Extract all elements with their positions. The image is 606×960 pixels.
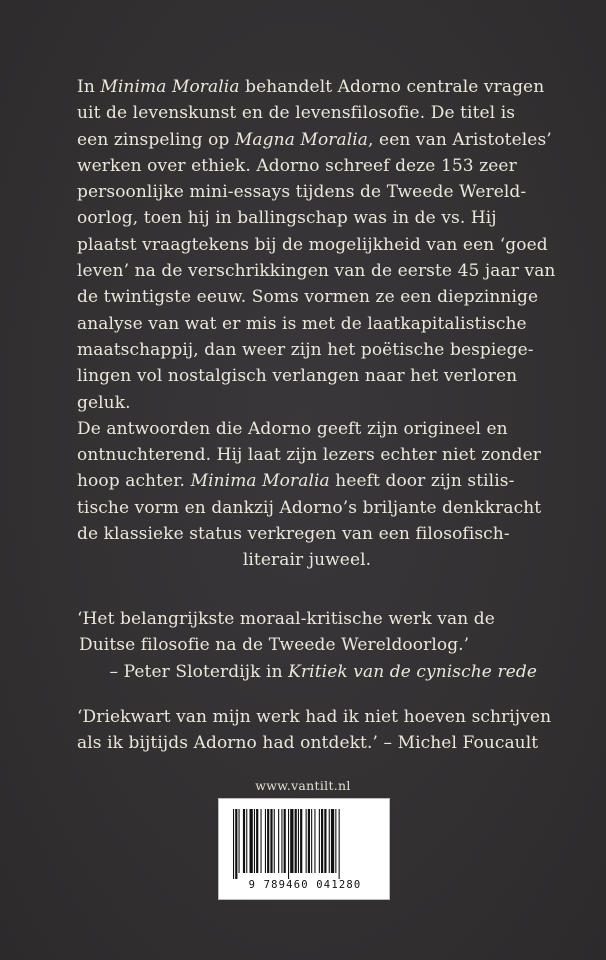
description-line xyxy=(77,521,537,547)
description-line xyxy=(77,390,537,416)
book-title: Minima Moralia xyxy=(100,77,240,97)
quote-line: als ik bijtijds Adorno had ontdekt.’ – Michel Foucault xyxy=(77,733,539,754)
description-text: , een van Aristoteles’ xyxy=(368,129,552,150)
description-text: lingen vol nostalgisch verlangen naar het verloren xyxy=(77,366,518,387)
barcode-bars xyxy=(233,809,377,879)
description-line xyxy=(77,363,537,389)
description-line xyxy=(77,442,542,468)
description-line xyxy=(77,179,537,205)
description-line xyxy=(77,416,537,442)
isbn-number: 9 789460 041280 xyxy=(248,879,362,891)
quote-line: Duitse filosofie na de Tweede Wereldoorlog.’ xyxy=(79,635,470,656)
quote-line: ‘Driekwart van mijn werk had ik niet hoeven schrijven xyxy=(77,707,552,727)
description-line xyxy=(77,284,537,310)
attribution-author: – Peter Sloterdijk in xyxy=(109,661,289,682)
description-text: oorlog, toen hij in ballingschap was in de vs. Hij xyxy=(77,208,497,229)
attribution-book-title: Kritiek van de cynische rede xyxy=(288,661,537,682)
description-line xyxy=(77,337,537,363)
description-line xyxy=(77,205,537,231)
publisher-website: www.vantilt.nl xyxy=(255,778,351,793)
quote-sloterdijk xyxy=(77,606,537,685)
description-line xyxy=(77,258,556,284)
description-text: maatschappij, dan weer zijn het poëtische bespiege- xyxy=(77,339,534,360)
description-text: behandelt Adorno centrale vragen xyxy=(239,77,545,97)
quote-attribution xyxy=(77,659,537,685)
description-text: ontnuchterend. Hij laat zijn lezers echter niet zonder xyxy=(77,445,542,466)
description-text: leven’ na de verschrikkingen van de eerste 45 jaar van xyxy=(77,261,556,282)
book-description xyxy=(77,74,556,574)
description-line xyxy=(77,547,537,573)
description-line xyxy=(77,127,552,153)
quote-line: ‘Het belangrijkste moraal-kritische werk van de xyxy=(77,609,495,629)
description-line xyxy=(77,495,542,521)
description-text: een zinspeling op xyxy=(77,129,235,150)
description-text: tische vorm en dankzij Adorno’s briljante denkkracht xyxy=(77,497,542,518)
book-title: Magna Moralia xyxy=(234,129,369,150)
description-line xyxy=(77,153,537,179)
book-title: Minima Moralia xyxy=(190,471,330,492)
description-text: geluk. xyxy=(77,392,131,413)
description-line xyxy=(77,232,548,258)
description-text: analyse van wat er mis is met de laatkapitalistische xyxy=(77,313,527,334)
description-text: de twintigste eeuw. Soms vormen ze een diepzinnige xyxy=(77,287,539,308)
description-text: literair juweel. xyxy=(242,550,372,571)
description-line xyxy=(77,311,537,337)
isbn-barcode xyxy=(218,798,390,900)
description-line xyxy=(77,100,537,126)
description-text: de klassieke status verkregen van een filosofisch- xyxy=(77,524,510,545)
description-text: hoop achter. xyxy=(77,471,191,492)
description-text: plaatst vraagtekens bij de mogelijkheid van een ‘goed xyxy=(77,234,548,255)
description-text: uit de levenskunst en de levensfilosofie. De titel is xyxy=(77,103,516,124)
description-text: heeft door zijn stilis- xyxy=(329,471,515,492)
description-text: De antwoorden die Adorno geeft zijn origineel en xyxy=(77,418,508,439)
quote-foucault xyxy=(77,704,552,757)
description-text: persoonlijke mini-essays tijdens de Tweede Wereld- xyxy=(77,182,527,203)
description-line xyxy=(77,468,537,494)
description-line xyxy=(77,74,545,100)
description-text: werken over ethiek. Adorno schreef deze 153 zeer xyxy=(77,155,517,176)
description-text: In xyxy=(77,77,101,97)
